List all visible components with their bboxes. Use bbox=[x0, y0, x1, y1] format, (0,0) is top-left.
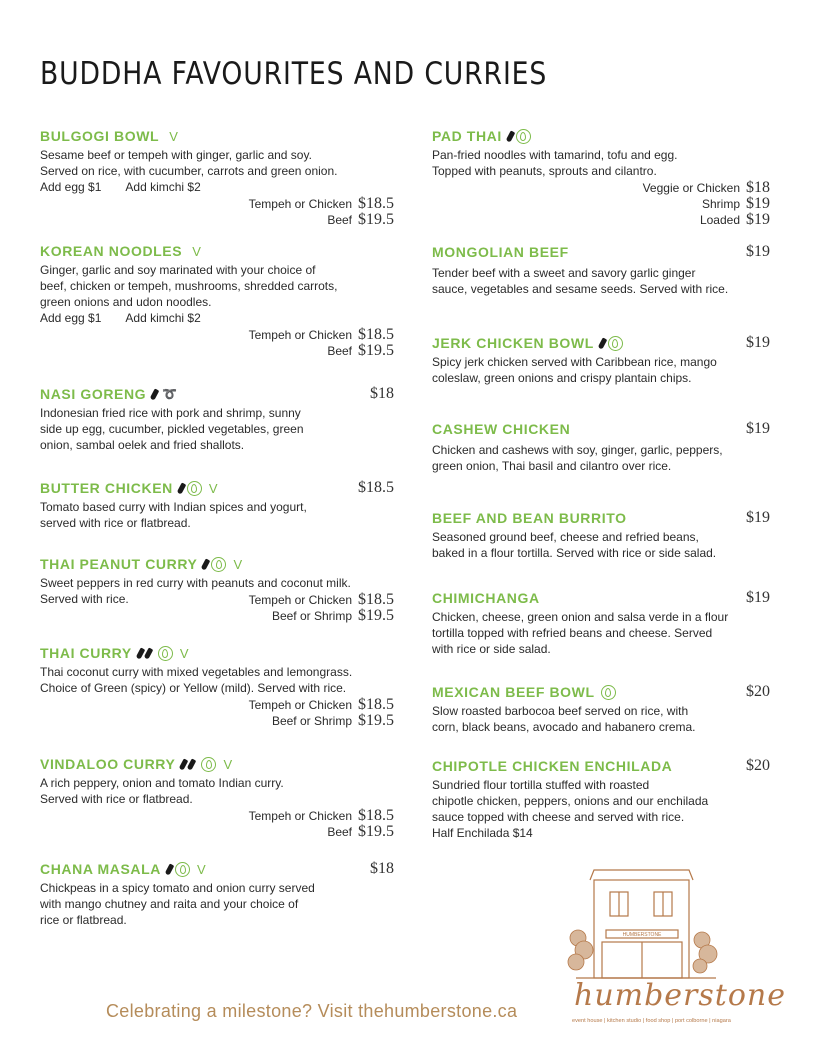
item-description-line: Sundried flour tortilla stuffed with roasted bbox=[432, 778, 650, 792]
price-option-value: $19 bbox=[746, 211, 770, 228]
item-description-line: Sweet peppers in red curry with peanuts and coconut milk. bbox=[40, 576, 351, 590]
price-option-label: Veggie or Chicken bbox=[642, 181, 740, 195]
price-option-value: $18.5 bbox=[358, 326, 394, 343]
gluten-free-icon bbox=[608, 336, 623, 351]
price-option-value: $18 bbox=[746, 179, 770, 196]
item-description-line: chipotle chicken, peppers, onions and our enchilada bbox=[432, 794, 709, 808]
menu-item-beef-bean-burrito bbox=[432, 509, 770, 561]
item-description-line: rice or flatbread. bbox=[40, 913, 127, 927]
price-option-label: Tempeh or Chicken bbox=[248, 197, 352, 211]
menu-item-bulgogi-bowl bbox=[40, 127, 394, 227]
item-description-line: with rice or side salad. bbox=[432, 642, 551, 656]
item-price: $18.5 bbox=[358, 479, 394, 496]
item-description-line: Tender beef with a sweet and savory garlic ginger bbox=[432, 266, 696, 280]
item-name: JERK CHICKEN BOWL bbox=[432, 335, 594, 351]
item-name: THAI PEANUT CURRY bbox=[40, 556, 198, 572]
vegetarian-badge: V bbox=[179, 645, 189, 661]
chili-icon bbox=[506, 130, 516, 142]
footer-promo-link[interactable]: Celebrating a milestone? Visit thehumberstone.ca bbox=[106, 1001, 518, 1021]
item-name: MEXICAN BEEF BOWL bbox=[432, 684, 595, 700]
item-description-line: Slow roasted barbocoa beef served on rice, with bbox=[432, 704, 689, 718]
item-description-line: Spicy jerk chicken served with Caribbean rice, mango bbox=[432, 355, 717, 369]
item-description-line: Ginger, garlic and soy marinated with your choice of bbox=[40, 263, 316, 277]
item-description-line: Served on rice, with cucumber, carrots and green onion. bbox=[40, 164, 338, 178]
menu-item-thai-curry bbox=[40, 644, 394, 728]
item-name: PAD THAI bbox=[432, 128, 502, 144]
item-description-line: beef, chicken or tempeh, mushrooms, shredded carrots, bbox=[40, 279, 338, 293]
item-description-line: Served with rice. bbox=[40, 592, 129, 606]
price-option-label: Beef or Shrimp bbox=[271, 609, 352, 623]
storefront-sign: HUMBERSTONE bbox=[622, 932, 662, 938]
vegetarian-badge: V bbox=[197, 861, 206, 877]
item-name: THAI CURRY bbox=[40, 645, 132, 661]
item-description-line: green onion, Thai basil and cilantro over rice. bbox=[432, 459, 672, 473]
item-description-line: with mango chutney and raita and your choice of bbox=[40, 897, 299, 911]
item-name: VINDALOO CURRY bbox=[40, 756, 176, 772]
gluten-free-icon bbox=[175, 862, 190, 877]
chili-icon bbox=[165, 863, 175, 875]
item-name: CHANA MASALA bbox=[40, 861, 162, 877]
item-name: BEEF AND BEAN BURRITO bbox=[432, 510, 627, 526]
menu-item-chipotle-chicken-enchilada bbox=[432, 757, 770, 841]
menu-item-korean-noodles bbox=[40, 242, 394, 358]
chili-icon bbox=[598, 337, 608, 349]
item-description-line: Chicken, cheese, green onion and salsa verde in a flour bbox=[432, 610, 729, 624]
item-description-line: Served with rice or flatbread. bbox=[40, 792, 193, 806]
vegetarian-badge: V bbox=[192, 243, 201, 259]
item-description-line: side up egg, cucumber, pickled vegetables, green bbox=[40, 422, 304, 436]
humberstone-logo-word: humberstone bbox=[574, 978, 786, 1013]
addon-egg: Add egg $1 bbox=[40, 180, 102, 194]
item-description-line: Thai coconut curry with mixed vegetables and lemongrass. bbox=[40, 665, 353, 679]
item-name: CHIMICHANGA bbox=[432, 590, 540, 606]
item-description-line: onion, sambal oelek and fried shallots. bbox=[40, 438, 245, 452]
gluten-free-icon bbox=[516, 129, 531, 144]
price-option-value: $18.5 bbox=[358, 195, 394, 212]
item-price: $19 bbox=[746, 243, 770, 260]
price-option-label: Beef bbox=[327, 213, 352, 227]
item-name: NASI GORENG bbox=[40, 386, 147, 402]
item-description-line: sauce, vegetables and sesame seeds. Served with rice. bbox=[432, 282, 729, 296]
item-price: $19 bbox=[746, 509, 770, 526]
menu-item-thai-peanut-curry bbox=[40, 555, 394, 623]
item-description-line: baked in a flour tortilla. Served with rice or side salad. bbox=[432, 546, 717, 560]
item-description-line: Seasoned ground beef, cheese and refried beans, bbox=[432, 530, 699, 544]
page-title: BUDDHA FAVOURITES AND CURRIES bbox=[40, 56, 548, 92]
price-option-label: Beef or Shrimp bbox=[271, 714, 352, 728]
price-option-value: $18.5 bbox=[358, 591, 394, 608]
item-description-line: Tomato based curry with Indian spices and yogurt, bbox=[40, 500, 307, 514]
item-name: BULGOGI BOWL bbox=[40, 128, 160, 144]
item-description-line: Chickpeas in a spicy tomato and onion curry served bbox=[40, 881, 315, 895]
addon-kimchi: Add kimchi $2 bbox=[125, 180, 201, 194]
gluten-free-icon bbox=[158, 646, 173, 661]
price-option-label: Beef bbox=[327, 825, 352, 839]
price-option-value: $19.5 bbox=[358, 823, 394, 840]
chili-icon bbox=[201, 558, 211, 570]
menu-item-pad-thai bbox=[432, 127, 770, 227]
item-description-line: green onions and udon noodles. bbox=[40, 295, 212, 309]
item-price: $19 bbox=[746, 420, 770, 437]
item-price: $18 bbox=[370, 385, 394, 402]
vegetarian-badge: V bbox=[169, 128, 178, 144]
price-option-value: $18.5 bbox=[358, 807, 394, 824]
item-description-line: Choice of Green (spicy) or Yellow (mild). Served with rice. bbox=[40, 681, 347, 695]
menu-item-mongolian-beef bbox=[432, 243, 770, 297]
item-description-line: Sesame beef or tempeh with ginger, garlic and soy. bbox=[40, 148, 312, 162]
item-price: $19 bbox=[746, 334, 770, 351]
price-option-label: Shrimp bbox=[701, 197, 740, 211]
item-name: MONGOLIAN BEEF bbox=[432, 244, 569, 260]
shrimp-icon: ➰ bbox=[162, 387, 178, 401]
item-price: $19 bbox=[746, 589, 770, 606]
item-description-line: corn, black beans, avocado and habanero crema. bbox=[432, 720, 696, 734]
chili-icon bbox=[150, 388, 160, 400]
item-description-line: sauce topped with cheese and served with rice. bbox=[432, 810, 685, 824]
item-name: KOREAN NOODLES bbox=[40, 243, 183, 259]
price-option-label: Tempeh or Chicken bbox=[248, 809, 352, 823]
menu-item-butter-chicken bbox=[40, 479, 394, 531]
item-name: CASHEW CHICKEN bbox=[432, 421, 571, 437]
item-name: CHIPOTLE CHICKEN ENCHILADA bbox=[432, 758, 673, 774]
price-option-label: Tempeh or Chicken bbox=[248, 698, 352, 712]
menu-item-nasi-goreng bbox=[40, 385, 394, 453]
menu-item-vindaloo-curry bbox=[40, 755, 394, 839]
gluten-free-icon bbox=[187, 481, 202, 496]
price-option-value: $19.5 bbox=[358, 342, 394, 359]
gluten-free-icon bbox=[201, 757, 216, 772]
price-option-value: $19.5 bbox=[358, 712, 394, 729]
menu-item-chimichanga bbox=[432, 589, 770, 657]
item-description-line: coleslaw, green onions and crispy plantain chips. bbox=[432, 371, 692, 385]
item-description-line: Topped with peanuts, sprouts and cilantro. bbox=[432, 164, 657, 178]
chili-icon bbox=[144, 647, 154, 659]
price-option-value: $18.5 bbox=[358, 696, 394, 713]
item-description-line: Pan-fried noodles with tamarind, tofu and egg. bbox=[432, 148, 678, 162]
item-description-line: tortilla topped with refried beans and cheese. Served bbox=[432, 626, 713, 640]
item-price: $18 bbox=[370, 860, 394, 877]
menu-item-jerk-chicken-bowl bbox=[432, 334, 770, 386]
addon-kimchi: Add kimchi $2 bbox=[125, 311, 201, 325]
price-option-value: $19.5 bbox=[358, 607, 394, 624]
menu-item-mexican-beef-bowl bbox=[432, 683, 770, 735]
price-option-label: Tempeh or Chicken bbox=[248, 328, 352, 342]
vegetarian-badge: V bbox=[233, 556, 243, 572]
price-option-label: Tempeh or Chicken bbox=[248, 593, 352, 607]
price-option-label: Loaded bbox=[699, 213, 740, 227]
item-description-line: served with rice or flatbread. bbox=[40, 516, 191, 530]
item-description-line: Indonesian fried rice with pork and shrimp, sunny bbox=[40, 406, 301, 420]
menu-item-cashew-chicken bbox=[432, 420, 770, 474]
item-description-line: Chicken and cashews with soy, ginger, garlic, peppers, bbox=[432, 443, 723, 457]
vegetarian-badge: V bbox=[223, 756, 233, 772]
item-description-line: A rich peppery, onion and tomato Indian curry. bbox=[40, 776, 284, 790]
item-price: $20 bbox=[746, 683, 770, 700]
item-description-line: Half Enchilada $14 bbox=[432, 826, 533, 840]
gluten-free-icon bbox=[211, 557, 226, 572]
logo-tagline: event house | kitchen studio | food shop | port colborne | niagara bbox=[572, 1018, 731, 1024]
chili-icon bbox=[177, 482, 187, 494]
item-name: BUTTER CHICKEN bbox=[40, 480, 173, 496]
item-price: $20 bbox=[746, 757, 770, 774]
price-option-label: Beef bbox=[327, 344, 352, 358]
chili-icon bbox=[187, 758, 197, 770]
price-option-value: $19 bbox=[746, 195, 770, 212]
vegetarian-badge: V bbox=[208, 480, 218, 496]
price-option-value: $19.5 bbox=[358, 211, 394, 228]
menu-item-chana-masala bbox=[40, 860, 394, 928]
gluten-free-icon bbox=[601, 685, 616, 700]
addon-egg: Add egg $1 bbox=[40, 311, 102, 325]
